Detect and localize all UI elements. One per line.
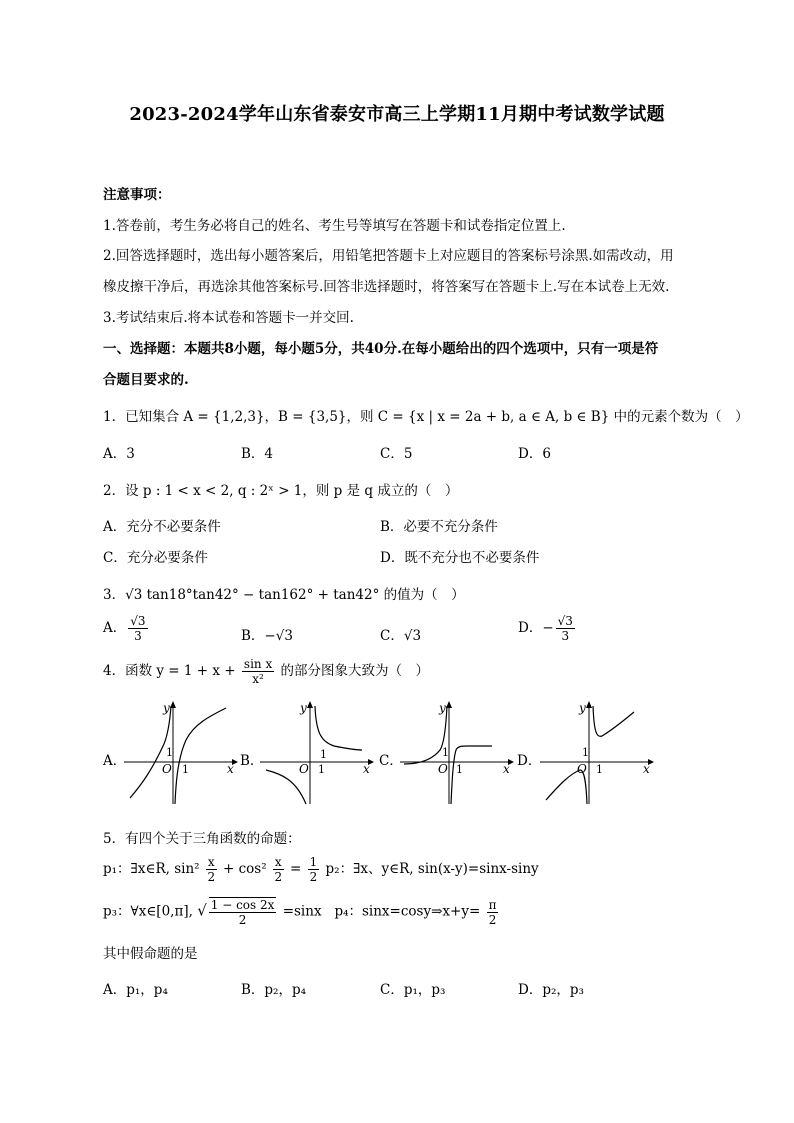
q5-p3-radicand xyxy=(209,897,277,927)
tick-one-label: 1 xyxy=(456,763,463,776)
q1-option-d: D．6 xyxy=(518,446,551,462)
q1-option-c: C．5 xyxy=(380,446,413,462)
notice-heading: 注意事项： xyxy=(103,187,171,203)
q5-option-c: C．p₁，p₃ xyxy=(380,982,446,998)
q5-p1-frac-3 xyxy=(308,855,320,884)
tick-one-label: 1 xyxy=(182,763,189,776)
q1-option-b: B．4 xyxy=(241,446,274,462)
q3-d-den: 3 xyxy=(561,629,570,643)
curve-right xyxy=(315,706,362,750)
q3-stem: 3．√3 tan18°tan42° − tan162° + tan42° 的值为（ ） xyxy=(103,587,465,603)
q3-option-c xyxy=(380,624,421,644)
q5-p4-frac xyxy=(487,898,499,927)
one-label: 1 xyxy=(320,748,327,761)
notice-item-1: 1.答卷前，考生务必将自己的姓名、考生号等填写在答题卡和试卷指定位置上. xyxy=(103,218,566,234)
q1-stem: 1．已知集合 A = {1,2,3}，B = {3,5}，则 C = {x | x = 2a + b, a ∈ A, b ∈ B} 中的元素个数为（ ） xyxy=(103,409,749,425)
q5-stem: 5．有四个关于三角函数的命题： xyxy=(103,831,301,847)
q5-p2: p₂：∃x、y∈R, sin(x-y)=sinx-siny xyxy=(325,861,539,877)
notice-item-3: 3.考试结束后.将本试卷和答题卡一并交回. xyxy=(103,310,354,326)
q5-p1-p2 xyxy=(103,855,539,884)
q3-d-sign: − xyxy=(542,620,554,636)
q3-option-a-fraction xyxy=(128,614,147,643)
q5-option-a: A．p₁，p₄ xyxy=(103,982,168,998)
y-axis-arrow xyxy=(586,701,592,708)
one-label: 1 xyxy=(166,746,173,759)
q5-p1-f2-num: x xyxy=(274,855,282,869)
x-label: x xyxy=(503,762,510,776)
curve-right xyxy=(175,708,226,804)
one-label: 1 xyxy=(582,746,589,759)
q3-option-d-label: D． xyxy=(518,620,543,636)
q5-p1-pre: p₁：∃x∈R, sin² xyxy=(103,861,200,877)
origin-label: O xyxy=(162,762,172,776)
q3-a-den: 3 xyxy=(134,629,142,643)
q5-p3-pre: p₃：∀x∈[0,π], xyxy=(103,903,193,920)
section-heading-cont: 合题目要求的. xyxy=(103,372,189,388)
q4-frac-num: sin x xyxy=(243,657,273,671)
q5-p1-frac-1 xyxy=(206,855,217,884)
notice-item-2b: 橡皮擦干净后，再选涂其他答案标号.回答非选择题时，将答案写在答题卡上.写在本试卷上无效. xyxy=(103,279,670,295)
curve-left xyxy=(130,706,171,798)
q4-graph-d xyxy=(538,700,656,806)
q2-option-b: B．必要不充分条件 xyxy=(380,519,498,535)
x-label: x xyxy=(363,762,370,776)
q2-option-c: C．充分必要条件 xyxy=(103,550,208,566)
q5-p3-post: =sinx xyxy=(282,903,322,920)
q4-label-d: D． xyxy=(517,753,542,769)
origin-label: O xyxy=(438,762,448,776)
one-label: 1 xyxy=(442,746,449,759)
q2-option-a: A．充分不必要条件 xyxy=(103,519,221,535)
q3-option-d xyxy=(518,614,577,643)
q3-option-d-fraction xyxy=(556,614,575,643)
q3-d-num: √3 xyxy=(557,614,573,628)
q3-option-b xyxy=(241,624,293,644)
page-title: 2023-2024学年山东省泰安市高三上学期11月期中考试数学试题 xyxy=(129,104,665,125)
q5-p1-eq: = xyxy=(289,861,302,877)
y-label: y xyxy=(579,701,586,715)
y-axis-arrow xyxy=(307,701,313,708)
q5-p1-f1-den: 2 xyxy=(207,870,216,884)
q5-p4-pre: p₄：sinx=cosy⇒x+y= xyxy=(334,903,481,920)
q5-question: 其中假命题的是 xyxy=(103,946,198,962)
q5-p1-f3-num: 1 xyxy=(309,855,318,869)
q4-graph-a xyxy=(122,700,240,806)
q5-p4-num: π xyxy=(488,897,497,912)
q3-option-a-label: A． xyxy=(103,620,127,636)
curve-right xyxy=(593,706,634,736)
q5-p3-rad-num: 1 − cos 2x xyxy=(210,898,275,912)
q5-p1-frac-2 xyxy=(273,855,284,884)
q5-option-b: B．p₂，p₄ xyxy=(241,982,307,998)
origin-label: O xyxy=(577,762,587,776)
y-label: y xyxy=(163,701,170,715)
q2-stem: 2．设 p : 1 < x < 2, q : 2ˣ > 1，则 p 是 q 成立的（ ） xyxy=(103,483,459,499)
section-heading: 一、选择题：本题共8小题，每小题5分，共40分.在每小题给出的四个选项中，只有一项是符 xyxy=(103,341,659,357)
tick-one-label: 1 xyxy=(318,763,325,776)
q4-graph-b xyxy=(258,700,376,806)
q1-option-a: A．3 xyxy=(103,446,135,462)
origin-label: O xyxy=(299,762,309,776)
q5-p3-p4 xyxy=(103,897,500,927)
notice-item-2a: 2.回答选择题时，选出每小题答案后，用铅笔把答题卡上对应题目的答案标号涂黑.如需改动，用 xyxy=(103,248,674,264)
q5-p1-f1-num: x xyxy=(207,855,215,869)
q4-graph-c xyxy=(398,700,516,806)
q5-p4-den: 2 xyxy=(488,912,497,927)
q3-a-num: √3 xyxy=(130,614,146,628)
q3-option-b-label: B． xyxy=(241,628,265,644)
q4-fraction xyxy=(242,657,274,686)
q4-stem xyxy=(103,657,429,686)
x-label: x xyxy=(227,762,234,776)
y-label: y xyxy=(300,701,307,715)
q4-label-c: C． xyxy=(379,753,403,769)
q4-stem-pre: 4．函数 y = 1 + x + xyxy=(103,663,236,679)
tick-one-label: 1 xyxy=(596,763,603,776)
q3-option-c-value: √3 xyxy=(403,628,422,644)
q2-option-d: D．既不充分也不必要条件 xyxy=(380,550,540,566)
y-label: y xyxy=(439,701,446,715)
q5-option-d: D．p₂，p₃ xyxy=(518,982,584,998)
q3-option-c-label: C． xyxy=(380,628,404,644)
radical-sign: √ xyxy=(197,901,207,920)
q5-p1-f3-den: 2 xyxy=(309,870,318,884)
q3-option-b-value: −√3 xyxy=(264,628,293,644)
q4-label-b: B． xyxy=(240,753,264,769)
q4-stem-post: 的部分图象大致为（ ） xyxy=(280,663,430,679)
q5-p3-rad-den: 2 xyxy=(238,913,247,927)
x-label: x xyxy=(643,762,650,776)
q4-label-a: A． xyxy=(103,753,127,769)
q3-option-a xyxy=(103,614,150,643)
q4-frac-den: x² xyxy=(252,672,264,686)
q5-p1-mid: + cos² xyxy=(222,861,267,877)
q5-p1-f2-den: 2 xyxy=(274,870,283,884)
